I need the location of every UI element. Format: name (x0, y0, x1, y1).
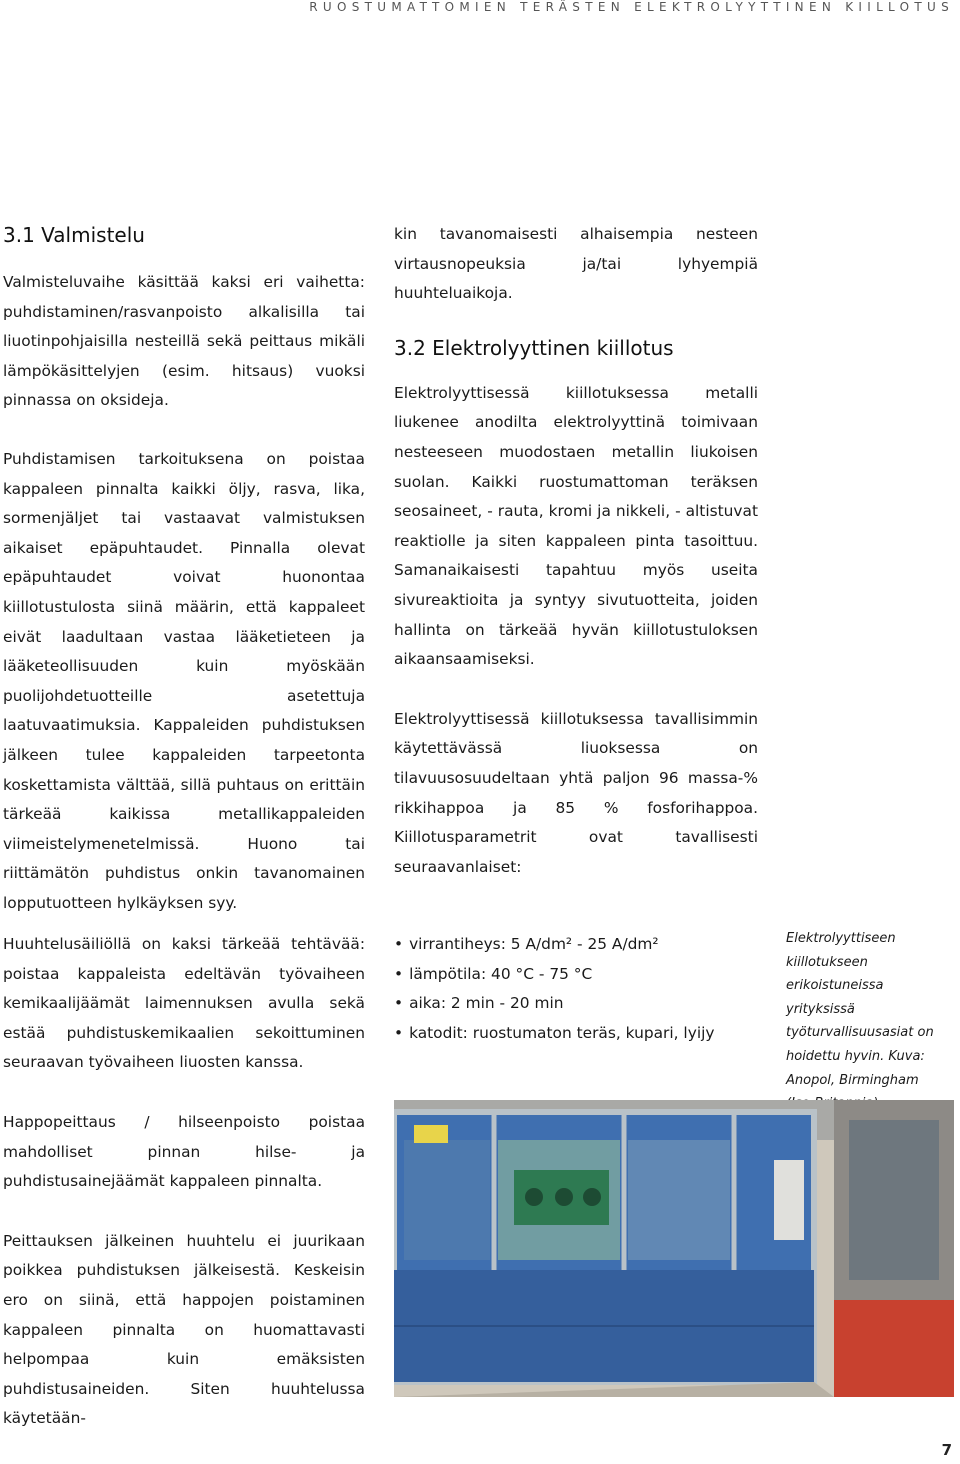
polishing-line-illustration (394, 1100, 954, 1397)
paragraph-valmistelu: Valmisteluvaihe käsittää kaksi eri vaihetta: puhdistaminen/rasvanpoisto alkalisilla tai liuotinpohjaisilla nesteillä sekä peittaus mikäli lämpökäsittelyjen (esim. hitsaus) vuoksi pinnassa on oksideja. (3, 273, 365, 410)
running-header: RUOSTUMATTOMIEN TERÄSTEN ELEKTROLYYTTINEN KIILLOTUS (309, 0, 954, 14)
paragraph-happopeittaus: Happopeittaus / hilseenpoisto poistaa mahdolliset pinnan hilse- ja puhdistusainejäämät kappaleen pinnalta. (3, 1112, 365, 1191)
photo-caption: Elektrolyyttiseen kiillotukseen erikoistuneissa yrityksissä työturvallisuusasiat on hoidettu hyvin. Kuva: Anopol, Birmingham (786, 931, 934, 1088)
list-item: • virrantiheys: 5 A/dm² - 25 A/dm² (394, 930, 774, 960)
paragraph-elektrolyyttinen: Elektrolyyttisessä kiillotuksessa metalli liukenee anodilta elektrolyyttinä toimivaan nesteeseen muodostaen metallin liukoisen suolan. Kaikki ruostumattoman teräksen seosaineet, - rauta, kromi ja nikkeli, - altistuvat reaktiolle ja siten kappaleen pinta tasoittuu. Samanaikaisesti tapahtuu myös useita sivureaktioita ja syntyy sivutuotteita, joiden hallinta on tärkeää hyvän kiillotustuloksen aikaansaamiseksi. (394, 383, 758, 669)
machine-photo (394, 1100, 954, 1397)
section-heading-3-1: 3.1 Valmistelu (3, 223, 145, 247)
left-column (3, 220, 365, 918)
left-column-lower (3, 930, 365, 1434)
list-item: • aika: 2 min - 20 min (394, 989, 774, 1019)
page-number: 7 (941, 1441, 952, 1459)
paragraph-puhdistaminen: Puhdistamisen tarkoituksena on poistaa kappaleen pinnalta kaikki öljy, rasva, lika, sormenjäljet tai vastaavat valmistuksen aikaiset epäpuhtaudet. Pinnalla olevat epäpuhtaudet voivat huonontaa kiillotustulosta siinä määrin, että kappaleet eivät laadultaan vastaa lääketieteen ja lääketeollisuuden kuin myöskään puolijohdetuotteille asetettuja laatuvaatimuksia. Kappaleiden puhdistuksen jälkeen tulee kappaleiden tarpeetonta koskettamista välttää, sillä puhtaus on erittäin tärkeää kaikissa metallikappaleiden viimeistelymenetelmissä. Huono tai riittämätön puhdistus onkin tavanomainen lopputuotteen hylkäyksen syy. (3, 449, 365, 912)
list-item: • lämpötila: 40 °C - 75 °C (394, 960, 774, 990)
right-column (394, 220, 758, 882)
paragraph-peittaus-huuhtelu: Peittauksen jälkeinen huuhtelu ei juurikaan poikkea puhdistuksen jälkeisestä. Keskeisin ero on siinä, että happojen poistaminen kappaleen pinnalta on huomattavasti helpompaa kuin emäksisten puhdistusaineiden. Siten huuhtelussa käytetään- (3, 1231, 365, 1428)
list-item: • katodit: ruostumaton teräs, kupari, lyijy (394, 1019, 774, 1049)
section-heading-3-2: 3.2 Elektrolyyttinen kiillotus (394, 335, 674, 360)
paragraph-continuation: kin tavanomaisesti alhaisempia nesteen virtausnopeuksia ja/tai lyhyempiä huuhteluaikoja. (394, 225, 758, 303)
parameter-list (394, 930, 774, 1048)
paragraph-liuos: Elektrolyyttisessä kiillotuksessa tavallisimmin käytettävässä liuoksessa on tilavuusosuudeltaan yhtä paljon 96 massa-% rikkihappoa ja 85 % fosforihappoa. Kiillotusparametrit ovat tavallisesti seuraavanlaiset: (394, 709, 758, 876)
paragraph-huuhtelu: Huuhtelusäiliöllä on kaksi tärkeää tehtävää: poistaa kappaleista edeltävän työvaiheen kemikaalijäämät laimennuksen avulla sekä estää puhdistuskemikaalien sekoittuminen seuraavan työvaiheen liuosten kanssa. (3, 935, 365, 1072)
